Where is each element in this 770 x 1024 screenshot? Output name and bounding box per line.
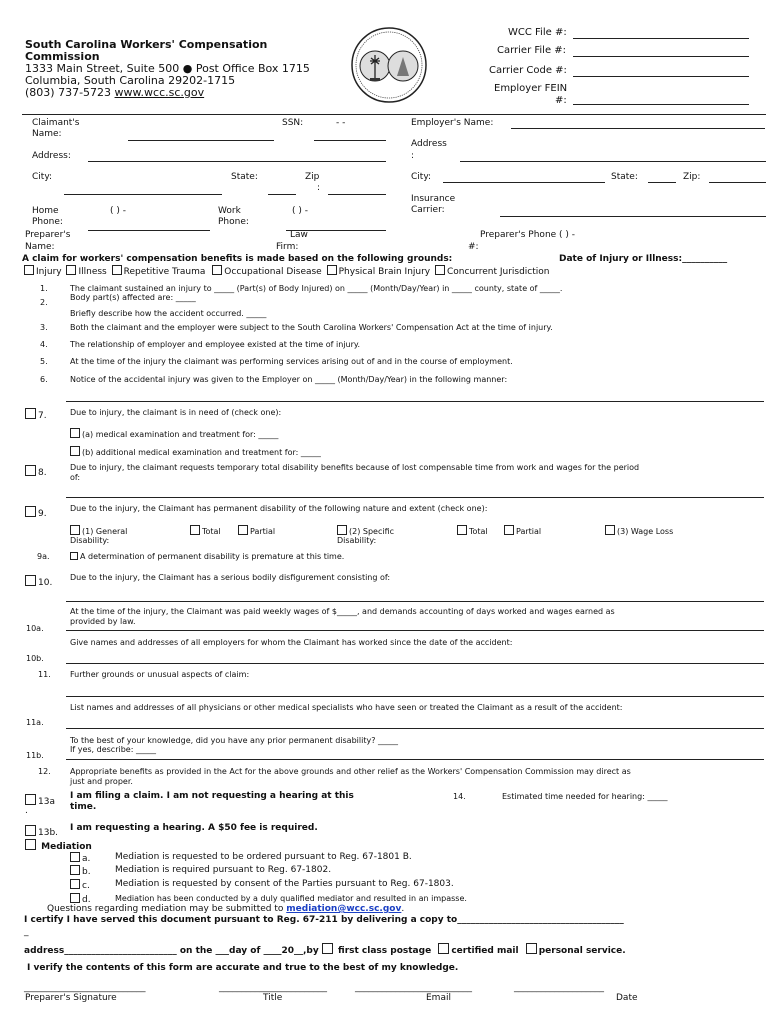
employer-address-label-a: Address [411, 139, 447, 149]
mediation-checkbox[interactable]: Mediation [25, 839, 92, 852]
hearing-time-field[interactable]: Estimated time needed for hearing: _____ [502, 792, 668, 801]
insurance-label-b: Carrier: [411, 205, 445, 215]
home-phone-label-b: Phone: [32, 217, 63, 227]
specific-disability-checkbox[interactable]: (2) Specific [337, 525, 394, 536]
mediation-a-checkbox[interactable]: a. [70, 852, 90, 864]
ssn-dashes: - - [336, 118, 346, 128]
fein-label-b: #: [555, 95, 567, 106]
insurance-label-a: Insurance [411, 194, 456, 204]
item-10a-text-b: provided by law. [70, 617, 136, 626]
item-10-checkbox[interactable]: 10. [25, 575, 52, 588]
insurance-carrier-field[interactable] [500, 216, 766, 217]
item-12-number: 12. [38, 767, 51, 776]
recipient-field[interactable]: _____________________________________ [457, 915, 624, 925]
employer-address-field[interactable] [460, 161, 766, 162]
employer-name-field[interactable] [511, 128, 765, 129]
signature-line[interactable]: ___________________________ [24, 983, 146, 993]
service-line [24, 943, 626, 956]
general-total-checkbox[interactable]: Total [190, 525, 221, 536]
ssn-label: SSN: [282, 118, 304, 128]
item-2-text-b: Briefly describe how the accident occurred. _____ [70, 309, 267, 318]
work-phone-label-b: Phone: [218, 217, 249, 227]
item-11b-text-b: If yes, describe: _____ [70, 745, 156, 754]
mediation-questions: Questions regarding mediation may be submitted to mediation@wcc.sc.gov. [47, 904, 405, 914]
service-address-field[interactable]: address_________________________ on the ___day of ____20__,by [24, 946, 319, 956]
claimant-zip-label-a: Zip [305, 172, 320, 182]
law-firm-field[interactable] [286, 230, 386, 231]
first-class-checkbox[interactable]: first class postage [322, 946, 431, 956]
employer-state-field[interactable] [648, 182, 676, 183]
employer-name-label: Employer's Name: [411, 118, 494, 128]
item-6-number: 6. [40, 375, 48, 384]
claimant-zip-field[interactable] [328, 194, 386, 195]
specific-partial-checkbox[interactable]: Partial [504, 525, 541, 536]
claimant-address-label: Address: [32, 151, 71, 161]
preparer-signature-label: Preparer's Signature [25, 993, 117, 1003]
preparer-name-field[interactable] [88, 230, 210, 231]
preparer-phone-field[interactable]: Preparer's Phone ( ) - [480, 230, 576, 240]
item-13a-text-a: I am filing a claim. I am not requesting a hearing at this [70, 791, 354, 801]
work-phone-label-a: Work [218, 206, 241, 216]
employer-city-label: City: [411, 172, 432, 182]
item-8-text-b: of: [70, 473, 81, 482]
item-10-answer-line[interactable] [66, 601, 764, 602]
item-8-checkbox[interactable]: 8. [25, 465, 47, 478]
wcc-file-label: WCC File #: [508, 27, 567, 38]
occupational-disease-checkbox[interactable]: Occupational Disease [208, 267, 321, 277]
verify-statement: I verify the contents of this form are accurate and true to the best of my knowledge. [27, 963, 459, 973]
item-10b-number: 10b. [26, 654, 44, 663]
law-firm-label-a: Law [290, 230, 308, 240]
org-street: 1333 Main Street, Suite 500 ● Post Office Box 1715 [25, 62, 310, 75]
item-10b-answer-line[interactable] [66, 663, 764, 664]
mediation-a-text: Mediation is requested to be ordered pursuant to Reg. 67-1801 B. [115, 852, 412, 862]
item-10a-number: 10a. [26, 624, 44, 633]
item-14-number: 14. [453, 792, 466, 801]
item-10a-answer-line[interactable] [66, 630, 764, 631]
claimant-name-label-a: Claimant's [32, 118, 80, 128]
preparer-name-label-a: Preparer's [25, 230, 71, 240]
mediation-email-link[interactable]: mediation@wcc.sc.gov [286, 904, 402, 914]
item-11b-answer-line[interactable] [66, 759, 764, 760]
employer-zip-field[interactable] [709, 182, 766, 183]
item-10b-text: Give names and addresses of all employers for whom the Claimant has worked since the date of the accident: [70, 638, 513, 647]
item-6-answer-line[interactable] [66, 401, 764, 402]
date-of-injury-field[interactable]: Date of Injury or Illness:__________ [559, 254, 728, 264]
item-13b-text: I am requesting a hearing. A $50 fee is required. [70, 823, 318, 833]
item-11-number: 11. [38, 670, 51, 679]
item-7b-checkbox[interactable]: (b) additional medical examination and treatment for: _____ [70, 446, 321, 457]
general-partial-checkbox[interactable]: Partial [238, 525, 275, 536]
item-8-answer-line[interactable] [66, 497, 764, 498]
section-divider [22, 114, 766, 115]
claimant-zip-label-b: : [317, 183, 321, 193]
certified-mail-checkbox[interactable]: certified mail [434, 946, 518, 956]
general-disability-label-b: Disability: [70, 536, 110, 545]
certify-dash: _ [24, 927, 29, 937]
item-11a-text: List names and addresses of all physicians or other medical specialists who have seen or treated the Claimant as a result of the accident: [70, 703, 623, 712]
preparer-name-label-b: Name: [25, 242, 55, 252]
ssn-field[interactable] [314, 140, 386, 141]
org-city: Columbia, South Carolina 29202-1715 [25, 74, 236, 87]
law-firm-label-b: Firm: [276, 242, 299, 252]
illness-checkbox[interactable]: Illness [64, 267, 106, 277]
mediation-d-checkbox[interactable]: d. [70, 893, 91, 905]
email-label: Email [426, 993, 451, 1003]
item-4-text: The relationship of employer and employee existed at the time of injury. [70, 340, 360, 349]
state-seal-icon [350, 26, 428, 104]
email-line[interactable]: __________________________ [355, 983, 472, 993]
claimant-address-field[interactable] [88, 161, 386, 162]
item-3-text: Both the claimant and the employer were subject to the South Carolina Workers' Compensation Act at the time of injury. [70, 323, 553, 332]
item-11b-text-a: To the best of your knowledge, did you have any prior permanent disability? _____ [70, 736, 398, 745]
work-phone-field[interactable]: ( ) - [292, 206, 308, 216]
item-9-text: Due to the injury, the Claimant has permanent disability of the following nature and extent (check one): [70, 504, 488, 513]
claimant-city-field[interactable] [64, 194, 222, 195]
carrier-code-field[interactable] [573, 76, 749, 77]
fein-label-a: Employer FEIN [494, 83, 568, 94]
preparer-phone-label-b: #: [468, 242, 479, 252]
employer-zip-label: Zip: [683, 172, 701, 182]
item-1-number: 1. [40, 284, 48, 293]
item-6-text: Notice of the accidental injury was given to the Employer on _____ (Month/Day/Year) in the following manner: [70, 375, 508, 384]
physical-brain-injury-checkbox[interactable]: Physical Brain Injury [325, 267, 431, 277]
general-disability-checkbox[interactable]: (1) General [70, 525, 127, 536]
item-4-number: 4. [40, 340, 48, 349]
item-10a-text-a: At the time of the injury, the Claimant was paid weekly wages of $_____, and demands accounting of days worked and wages earned as [70, 607, 615, 616]
item-2-text-a: Body part(s) affected are: _____ [70, 293, 196, 302]
personal-service-checkbox[interactable]: personal service. [522, 946, 626, 956]
specific-disability-label-b: Disability: [337, 536, 377, 545]
item-11a-answer-line[interactable] [66, 728, 764, 729]
item-5-number: 5. [40, 357, 48, 366]
home-phone-field[interactable]: ( ) - [110, 206, 126, 216]
mediation-d-text: Mediation has been conducted by a duly qualified mediator and resulted in an impasse. [115, 894, 467, 903]
injury-checkbox[interactable]: Injury [24, 267, 62, 277]
title-line[interactable]: ________________________ [219, 983, 327, 993]
item-11a-number: 11a. [26, 718, 44, 727]
item-8-text-a: Due to injury, the claimant requests temporary total disability benefits because of lost compensable time from work and wages for the period [70, 463, 640, 472]
employer-city-field[interactable] [443, 182, 605, 183]
item-13a-checkbox[interactable]: 13a [25, 794, 55, 807]
item-13b-checkbox[interactable]: 13b. [25, 825, 58, 838]
item-5-text: At the time of the injury the claimant was performing services arising out of and in the course of employment. [70, 357, 513, 366]
title-label: Title [263, 993, 283, 1003]
item-1-text: The claimant sustained an injury to _____ (Part(s) of Body Injured) on _____ (Month/Day/Year) in _____ county, state of _____. [70, 284, 563, 293]
org-name-line1: South Carolina Workers' Compensation [25, 38, 268, 51]
specific-total-checkbox[interactable]: Total [457, 525, 488, 536]
wcc-file-field[interactable] [573, 38, 749, 39]
fein-field[interactable] [573, 104, 749, 105]
wage-loss-checkbox[interactable]: (3) Wage Loss [605, 525, 673, 536]
bullet-icon: ● [182, 62, 193, 75]
item-11-text: Further grounds or unusual aspects of claim: [70, 670, 250, 679]
mediation-c-checkbox[interactable]: c. [70, 879, 90, 891]
concurrent-jurisdiction-checkbox[interactable]: Concurrent Jurisdiction [433, 267, 549, 277]
carrier-code-label: Carrier Code #: [489, 65, 567, 76]
mediation-c-text: Mediation is requested by consent of the Parties pursuant to Reg. 67-1803. [115, 879, 454, 889]
certify-text: I certify I have served this document pursuant to Reg. 67-211 by delivering a copy to_____________________________________ [24, 915, 624, 925]
item-11b-number: 11b. [26, 751, 44, 760]
item-7-checkbox[interactable]: 7. [25, 408, 47, 421]
item-13a-text-b: time. [70, 802, 97, 812]
carrier-file-label: Carrier File #: [497, 45, 567, 56]
item-13a-dot: . [25, 806, 28, 816]
item-7-text: Due to injury, the claimant is in need of (check one): [70, 408, 282, 417]
item-9a-checkbox[interactable]: A determination of permanent disability is premature at this time. [70, 552, 344, 561]
item-7a-checkbox[interactable]: (a) medical examination and treatment for: _____ [70, 428, 278, 439]
date-label: Date [616, 993, 638, 1003]
claimant-name-field[interactable] [128, 140, 274, 141]
item-11-answer-line[interactable] [66, 696, 764, 697]
employer-state-label: State: [611, 172, 638, 182]
org-phone: (803) 737-5723 www.wcc.sc.gov [25, 86, 205, 99]
employer-address-label-b: : [411, 151, 415, 161]
item-10-text: Due to the injury, the Claimant has a serious bodily disfigurement consisting of: [70, 573, 391, 582]
claimant-state-label: State: [231, 172, 258, 182]
item-9-checkbox[interactable]: 9. [25, 506, 47, 519]
item-9a-number: 9a. [37, 552, 50, 561]
repetitive-trauma-checkbox[interactable]: Repetitive Trauma [110, 267, 206, 277]
item-2-number: 2. [40, 298, 48, 307]
website-link[interactable]: www.wcc.sc.gov [114, 86, 205, 99]
item-12-text-b: just and proper. [70, 777, 133, 786]
item-3-number: 3. [40, 323, 48, 332]
claim-heading: A claim for workers' compensation benefits is made based on the following grounds: [22, 254, 453, 264]
claimant-city-label: City: [32, 172, 53, 182]
mediation-b-checkbox[interactable]: b. [70, 865, 91, 877]
org-name-line2: Commission [25, 50, 100, 63]
mediation-b-text: Mediation is required pursuant to Reg. 67-1802. [115, 865, 332, 875]
claimant-name-label-b: Name: [32, 129, 62, 139]
item-12-text-a: Appropriate benefits as provided in the Act for the above grounds and other relief as the Workers' Compensation Commission may direct as [70, 767, 631, 776]
date-line[interactable]: ____________________ [514, 983, 604, 993]
claimant-state-field[interactable] [268, 194, 296, 195]
carrier-file-field[interactable] [573, 56, 749, 57]
claim-type-row [24, 265, 550, 277]
home-phone-label-a: Home [32, 206, 59, 216]
